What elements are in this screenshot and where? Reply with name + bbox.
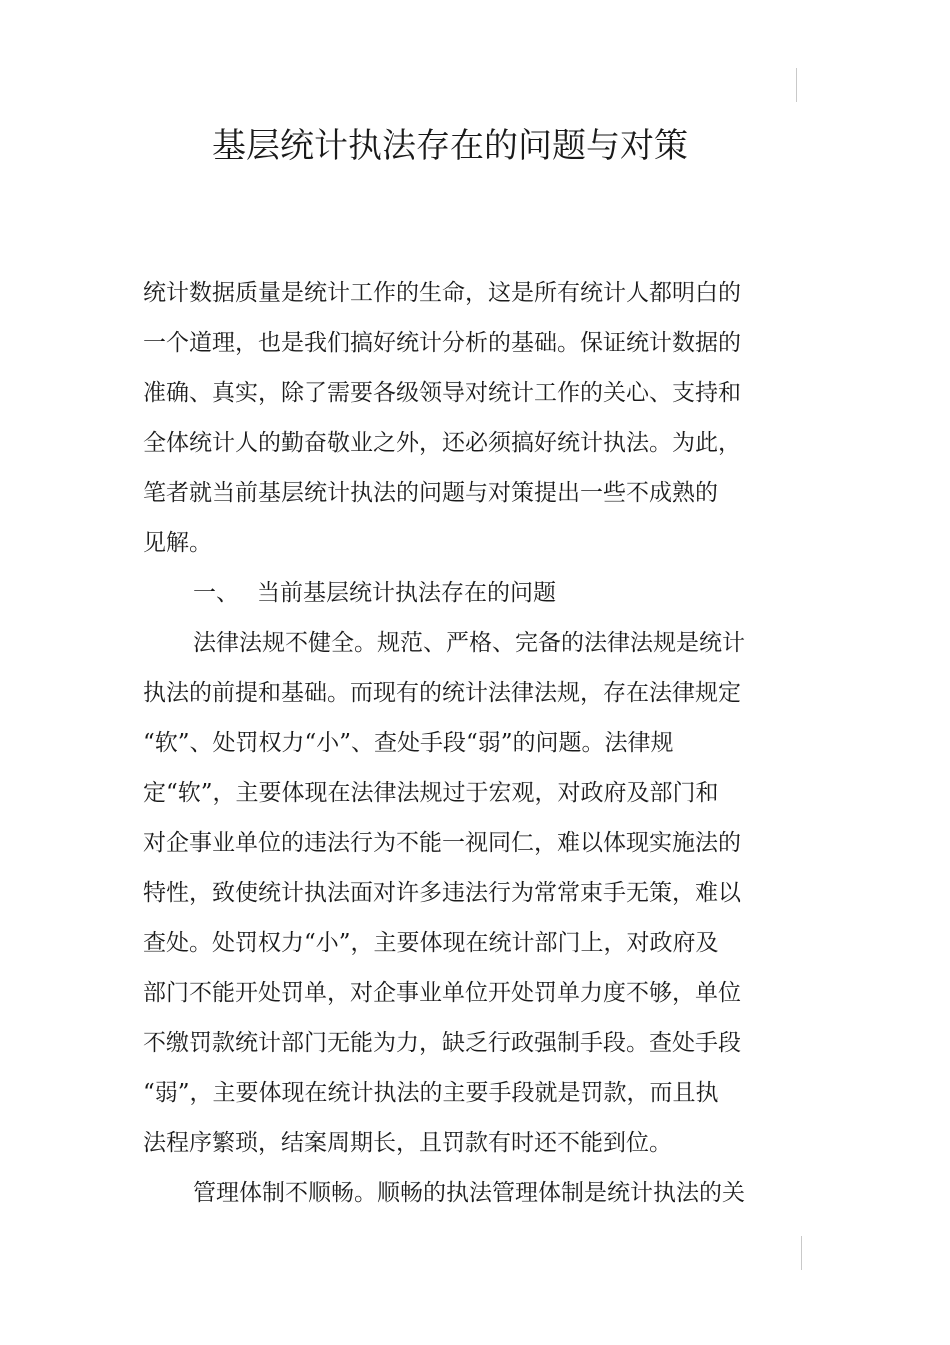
paragraph-line: 不缴罚款统计部门无能为力，缺乏行政强制手段。查处手段 xyxy=(143,1030,741,1056)
paragraph-line: 特性，致使统计执法面对许多违法行为常常束手无策，难以 xyxy=(143,880,741,906)
paragraph-line: 准确、真实，除了需要各级领导对统计工作的关心、支持和 xyxy=(143,380,741,406)
section-heading-number: 一、 xyxy=(193,580,239,606)
paragraph-line: 一个道理，也是我们搞好统计分析的基础。保证统计数据的 xyxy=(143,330,741,356)
paragraph-line: 统计数据质量是统计工作的生命，这是所有统计人都明白的 xyxy=(143,280,741,306)
paragraph-line: 法律法规不健全。规范、严格、完备的法律法规是统计 xyxy=(193,630,745,656)
section-heading xyxy=(143,568,753,618)
document-title: 基层统计执法存在的问题与对策 xyxy=(212,126,688,166)
page-corner-mark-top xyxy=(796,68,797,102)
paragraph-line: 查处。处罚权力“小”，主要体现在统计部门上，对政府及 xyxy=(143,930,719,956)
page-corner-mark-bottom xyxy=(801,1236,802,1270)
paragraph-line: 执法的前提和基础。而现有的统计法律法规，存在法律规定 xyxy=(143,680,741,706)
document-body xyxy=(143,268,753,1218)
paragraph-line: “弱”，主要体现在统计执法的主要手段就是罚款，而且执 xyxy=(143,1080,719,1106)
paragraph-line: 笔者就当前基层统计执法的问题与对策提出一些不成熟的 xyxy=(143,480,718,506)
paragraph-line: 部门不能开处罚单，对企事业单位开处罚单力度不够，单位 xyxy=(143,980,741,1006)
section-heading-text: 当前基层统计执法存在的问题 xyxy=(257,580,556,606)
paragraph-line: 对企事业单位的违法行为不能一视同仁，难以体现实施法的 xyxy=(143,830,741,856)
paragraph-line: 全体统计人的勤奋敬业之外，还必须搞好统计执法。为此， xyxy=(143,430,741,456)
paragraph-line: “软”、处罚权力“小”、查处手段“弱”的问题。法律规 xyxy=(143,730,674,756)
paragraph-line: 见解。 xyxy=(143,530,212,556)
paragraph-line: 定“软”，主要体现在法律法规过于宏观，对政府及部门和 xyxy=(143,780,719,806)
paragraph-line: 管理体制不顺畅。顺畅的执法管理体制是统计执法的关 xyxy=(193,1180,745,1206)
paragraph-line: 法程序繁琐，结案周期长，且罚款有时还不能到位。 xyxy=(143,1130,672,1156)
